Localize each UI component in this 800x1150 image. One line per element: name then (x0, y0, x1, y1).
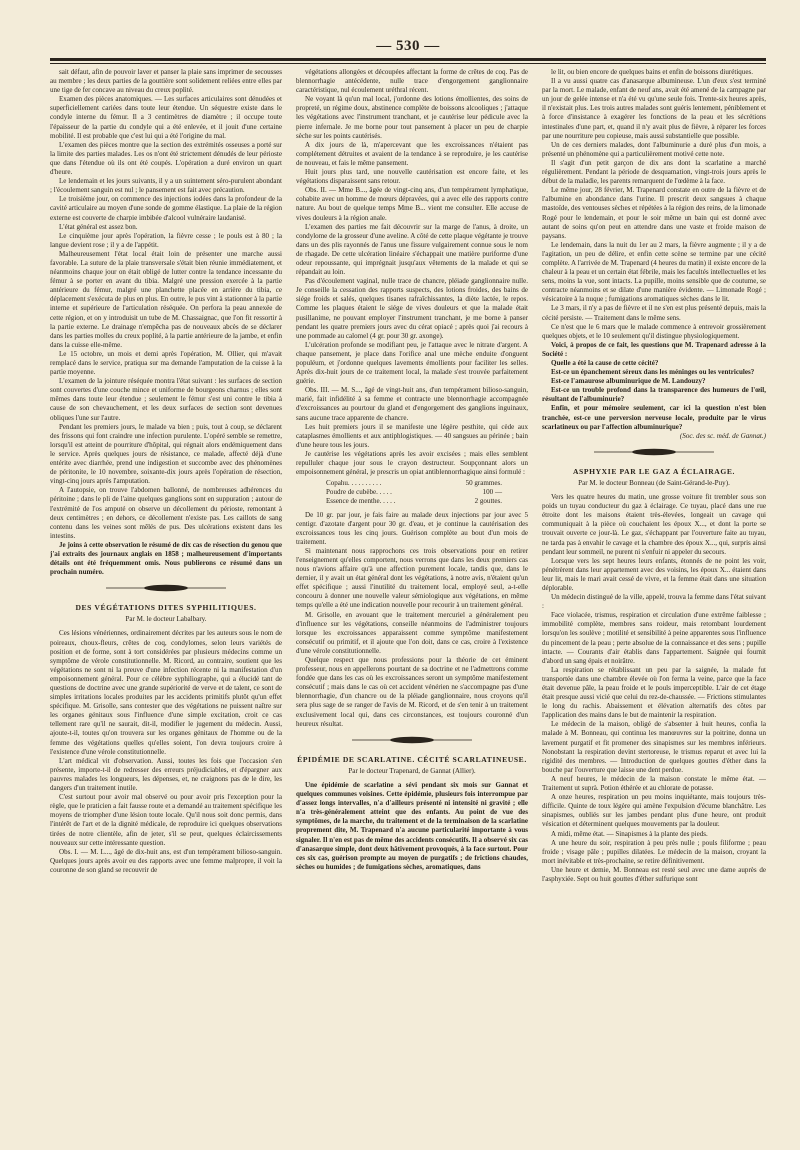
paragraph: Le 3 mars, il n'y a pas de fièvre et il ne s'en est plus présenté depuis, mais la cécité persiste. — Traitement dans le même sens. (542, 304, 766, 322)
paragraph: Le cinquième jour après l'opération, la fièvre cesse ; le pouls est à 80 ; la langue devient rose ; il y a de l'appétit. (50, 231, 282, 249)
paragraph: Ces lésions vénériennes, ordinairement décrites par les auteurs sous le nom de poireaux, choux-fleurs, crêtes de coq, condylomes, selon leurs variétés de position et de forme, sont à tort considérées par plusieurs médecins comme un symptôme de vérole constitutionnelle. M. Ricord, au contraire, soutient que les végétations ne sont ni la preuve d'une infection récente ni la manifestation d'un empoisonnement général. Pour ce célèbre syphiliographe, qui a élucidé tant de questions de doctrine avec une grande supériorité de verve et de talent, ce sont de simples irritations locales produites par les accidents primitifs plutôt qu'un effet spécifique. M. Grisolle, sans contester que des végétations ne puissent naître sur les organes génitaux sous l'influence d'une simple excitation, croit ce cas tellement rare qu'il ne saurait, dit-il, modifier le jugement du médecin. Aussi, ajoute-t-il, toutes qu'on trouvera sur les organes génitaux de l'homme ou de la femme des végétations quelles qu'elles soient, l'on devra toujours croire à l'existence d'une vérole constitutionnelle. (50, 629, 282, 756)
paragraph: Le 15 octobre, un mois et demi après l'opération, M. Ollier, qui m'avait remplacé dans le service, pratiqua sur ma demande l'amputation de la cuisse à la partie moyenne. (50, 349, 282, 377)
col3-article4-paragraphs (542, 493, 766, 884)
formula-ingredient: Essence de menthe. . . . . (326, 497, 396, 506)
ornament-divider (296, 735, 528, 747)
article-title-asphyxie: ASPHYXIE PAR LE GAZ A ÉCLAIRAGE. (572, 466, 736, 476)
paragraph: Si maintenant nous rapprochons ces trois observations pour en retirer l'enseignement qu'elles comportent, nous verrons que dans les deux premiers cas nous n'avions affaire qu'à une affection purement locale, tandis que, dans le dernier, il y avait un état général dont les végétations, à notre avis, n'étaient qu'un effet spécifique ; aussi l'inutilité du traitement local, employé seul, a-t-elle concouru à donner une nouvelle valeur sémiologique aux végétations, en même temps qu'elle a été une indication nouvelle pour recourir à un traitement général. (296, 546, 528, 610)
paragraph: Il s'agit d'un petit garçon de dix ans dont la scarlatine a marché régulièrement. Pendant la période de desquamation, vingt-trois jours après le début de la maladie, les parents remarquent de l'œdème à la face. (542, 158, 766, 186)
paragraph: Est-ce un trouble profond dans la transparence des humeurs de l'œil, résultant de l'albuminurie? (542, 386, 766, 404)
header-rule-thick (50, 58, 766, 61)
paragraph: Une épidémie de scarlatine a sévi pendant six mois sur Gannat et quelques communes voisines. Cette épidémie, plusieurs fois interrompue par d'assez longs intervalles, n'a d'ailleurs présenté ni intensité ni gravité ; elle n'a très-généralement atteint que des enfants. Au point de vue des symptômes, de la marche, du traitement et de la terminaison de la scarlatine proprement dite, M. Trapenard n'a aucune particularité importante à vous signaler. Il n'en est pas de même des accidents consécutifs. Il a observé six cas d'anasarque simple, dont deux hâtivement provoqués, à la face surtout. Pour ces six cas, guérison prompte au moyen de purgatifs ; de frictions chaudes, sèches ou humides ; de fumigations sèches, aromatiques, dans (296, 780, 528, 871)
formula-dose: 2 gouttes. (474, 497, 502, 506)
page-number: — 530 — (376, 38, 440, 54)
paragraph: Pas d'écoulement vaginal, nulle trace de chancre, pléiade ganglionnaire nulle. Je conseille la cessation des rapports suspects, des lotions froides, des bains de siége froids et salés, quelques tisanes rafraîchissantes, la diète lactée, le repos. Comme les plaques étaient le siége de vives douleurs et que la malade était pusillanime, ne pouvant employer l'instrument tranchant, je me borne à panser pendant les quatre premiers jours avec du cérat opiacé ; après quoi j'ai recours à une pommade au calomel (4 gr. pour 30 gr. axonge). (296, 277, 528, 340)
ornament-divider (542, 447, 766, 459)
paragraph: L'examen des pièces montre que la section des extrémités osseuses a porté sur la limite des parties malades. Les os n'ont été strictement dénudés de leur périoste que dans l'étendue où ils ont été coupés. L'opération a duré environ un quart d'heure. (50, 140, 282, 177)
column-3 (542, 68, 766, 1130)
paragraph: Le troisième jour, on commence des injections iodées dans la profondeur de la cavité articulaire au moyen d'une sonde de gomme élastique. La plaie de la région externe est couverte de charpie imbibée d'alcool vulnéraire laudanisé. (50, 195, 282, 222)
col2-paragraphs-after (296, 511, 528, 729)
paragraph: Ne voyant là qu'un mal local, j'ordonne des lotions émollientes, des soins de propreté, un régime doux, abstinence complète de boissons alcooliques ; j'attaque les végétations avec l'instrument tranchant, et je cautérise leur pédicule avec la pierre infernale. Je me borne pour tout pansement à placer un peu de charpie sèche sur les points cautérisés. (296, 95, 528, 140)
paragraph: Examen des pièces anatomiques. — Les surfaces articulaires sont dénudées et superficiellement cariées dans toute leur étendue. Un séquestre existe dans le condyle interne du fémur. Il a 3 centimètres de diamètre ; il occupe toute l'épaisseur de la partie du condyle qui a été enlevée, et il jouit d'une certaine mobilité. Il est probable que c'est lui qui a été l'origine du mal. (50, 95, 282, 140)
paragraph: Est-ce un épanchement séreux dans les méninges ou les ventricules? (551, 368, 755, 377)
paragraph: L'art médical vit d'observation. Aussi, toutes les fois que l'occasion s'en présente, importe-t-il de redresser des erreurs préjudiciables, et d'épargner aux pauvres malades les longueurs, les dépenses, et, ne craignons pas de le dire, les dangers d'un traitement inutile. (50, 756, 282, 793)
ornament-divider (50, 583, 282, 595)
paragraph: Pendant les premiers jours, le malade va bien ; puis, tout à coup, se déclarent des frissons qui font craindre une infection purulente. L'opéré semble se remettre, lorsqu'il est atteint de pourriture d'hôpital, qui régnait alors endémiquement dans le service. Après quelques jours de résistance, ce malade, affecté déjà d'une entérite avec diarrhée, prend une indigestion et succombe avec des phénomènes de péritonite, le 10 novembre, soixante-dix jours après l'opération de résection, vingt-cinq jours après l'amputation. (50, 422, 282, 486)
col1-paragraphs (50, 68, 282, 541)
paragraph: Il a vu aussi quatre cas d'anasarque albumineuse. L'un d'eux s'est terminé par la mort. Le malade, enfant de neuf ans, avait été amené de la campagne par un jour de gelée intense et n'a été vu qu'une seule fois. Trente-six heures après, il n'existait plus. Les trois autres malades sont guéris lentement, péniblement et à force d'insistance à exagérer les fonctions de la peau et les sécrétions intestinales d'une part, et, quand il n'y avait plus de fièvre, à réparer les forces par une nourriture peu copieuse, mais aussi substantielle que possible. (542, 77, 766, 140)
formula-row (296, 479, 528, 488)
article-byline-labalbary: Par M. le docteur Labalbary. (125, 615, 207, 624)
paragraph: A midi, même état. — Sinapismes à la plante des pieds. (551, 829, 708, 838)
paragraph: Je cautérise les végétations après les avoir excisées ; mais elles semblent repulluler chaque jour sous le crayon destructeur. Soupçonnant alors un empoisonnement général, je prescris un opiat antiblennorrhagique ainsi formulé : (296, 449, 528, 477)
paragraph: végétations allongées et découpées affectant la forme de crêtes de coq. Pas de blennorrhagie antécédente, nulle trace d'engorgement ganglionnaire caractéristique, nul écoulement uréthral récent. (296, 68, 528, 95)
paragraph: A l'autopsie, on trouve l'abdomen ballonné, de nombreuses adhérences du péritoine ; dans le pli de l'aine quelques ganglions sont en suppuration ; autour de l'extrémité de l'os amputé on observe un décollement du périoste, remontant à deux centimètres ; en dehors, ce décollement n'existe pas. Les caillots de sang contenu dans les veines sont mêlés de pus. Des ulcérations existent dans les intestins. (50, 486, 282, 540)
paragraph: L'état général est assez bon. (59, 222, 138, 231)
col2-article3-paragraphs (296, 781, 528, 872)
paragraph: Quelle a été la cause de cette cécité? (551, 359, 659, 367)
paragraph: Un de ces derniers malades, dont l'albuminurie a duré plus d'un mois, a présenté un phénomène qui a particulièrement motivé cette note. (542, 140, 766, 158)
header-rule-thin (50, 63, 766, 64)
paragraph: sait défaut, afin de pouvoir laver et panser la plaie sans imprimer de secousses au membre ; les deux parties de la gouttière sont solidement reliées entre elles par une tige de fer concave au niveau du creux poplité. (50, 68, 282, 95)
paragraph: Ce n'est que le 6 mars que le malade commence à entrevoir grossièrement quelques objets, et le 10 seulement qu'il distingue physiologiquement. (542, 322, 766, 340)
column-2 (296, 68, 528, 1130)
paragraph: Malheureusement l'état local était loin de présenter une marche aussi favorable. La suture de la plaie transversale s'était bien réunie immédiatement, et néanmoins chaque jour on était obligé de lutter contre la tendance incessante du fémur à se porter en avant du tibia. Malgré une pression exercée à la partie antérieure du fémur, malgré une planchette placée en arrière du tibia, ce déplacement s'exécuta de plus en plus. En outre, le pus vint à stationner à la partie interne et supérieure de l'articulation réséquée. On perfora la peau annexée de cette région, et on y introduisit un tube de M. Chassaignac, que l'on fit ressortir à la partie externe. Le drainage n'empêcha pas de nouveaux abcès de se déclarer dans les parties molles du creux poplité, à la partie antérieure de la jambe, et enfin dans la cuisse elle-même. (50, 249, 282, 349)
paragraph: Lorsque vers les sept heures leurs enfants, étonnés de ne point les voir, pénétrèrent dans leur appartement avec des voisins, les époux X... étaient dans leur lit, mais le mari avait cessé de vivre, et la femme était dans une situation déplorable. (542, 556, 766, 592)
paragraph: Le lendemain, dans la nuit du 1er au 2 mars, la fièvre augmente ; il y a de l'agitation, un peu de délire, et enfin cette scène se termine par une cécité complète. A l'arrivée de M. Trapenard (4 heures du matin) il existe encore de la chaleur à la peau et un certain état fébrile, mais les facultés intellectuelles et les sens, moins la vue, sont intacts. La pupille, moins sensible que de coutume, se contracte néanmoins et se dilate d'une manière évidente. — Limonade Rogé ; vésicatoire à la nuque ; fumigations aromatiques sèches dans le lit. (542, 240, 766, 304)
article-byline-bonneau: Par M. le docteur Bonneau (de Saint-Gérand-le-Puy). (578, 478, 730, 487)
paragraph: La respiration se rétablissant un peu par la saignée, la malade fut transportée dans une chambre élevée où l'on ferma la veine, parce que la face était devenue pâle, la peau froide et le pouls imperceptible. L'air de cet étage était presque aussi vicié que celui du rez-de-chaussée. — Frictions stimulantes le long du rachis. Abaissement et élévation alternatifs des côtes par l'application des mains dans le but de maintenir la respiration. (542, 665, 766, 720)
page-header (50, 34, 766, 56)
paragraph: Les huit premiers jours il se manifeste une légère pesthite, qui cède aux cataplasmes émollients et aux antiphlogistiques. — 40 sangsues au périnée ; bain d'une heure tous les jours. (296, 422, 528, 449)
paragraph: Vers les quatre heures du matin, une grosse voiture fit trembler sous son poids un tuyau conducteur du gaz à éclairage. Ce tuyau, placé dans une rue étroite dont les maisons étaient très-élevées, longeait un cavage qui communiquait à la pièce où couchaient les époux X..., et dont la porte se trouvait ouverte ce jour-là. Le gaz, s'échappant par l'ouverture faite au tuyau, ne tarda pas à envahir le cavage et la chambre des époux X..., qui, surpris ainsi pendant leur sommeil, ne purent ni s'enfuir ni appeler du secours. (542, 493, 766, 556)
paragraph: Face violacée, trismus, respiration et circulation d'une extrême faiblesse ; immobilité complète, membres sans roideur, mais retombant lourdement lorsqu'on les soulève ; motilité et sensibilité à peine apparentes sous l'influence du pincement de la peau ; perte absolue de la connaissance et des sens ; pupille intacte. — Courants d'air établis dans l'appartement. Saignée qui fournit d'abord un sang épais et noirâtre. (542, 611, 766, 665)
paragraph: A une heure du soir, respiration à peu près nulle ; pouls filiforme ; peau froide ; visage pâle ; pupilles dilatées. Le médecin de la maison, croyant la mort inévitable et très-prochaine, se retire définitivement. (542, 838, 766, 865)
paragraph: L'ulcération profonde se modifiant peu, je l'attaque avec le nitrate d'argent. A chaque pansement, je place dans l'orifice anal une mèche enduite d'onguent populéum, et j'ordonne quelques lavements émollients pour faciliter les selles. Après dix-huit jours de ce traitement local, la malade s'est trouvée parfaitement guérie. (296, 340, 528, 386)
col1-article2-paragraphs (50, 629, 282, 875)
paragraph: Enfin, et pour mémoire seulement, car ici la question n'est bien tranchée, est-ce une perversion nerveuse locale, produite par le virus scarlatineux ou par l'affection albuminurique? (542, 404, 766, 431)
col3-paragraphs (542, 68, 766, 341)
paragraph: Le même jour, 28 février, M. Trapenard constate en outre de la fièvre et de l'albumine en abondance dans l'urine. Il prescrit deux sangsues à chaque mastoïde, des ventouses sèches et répétées à la région des reins, de la limonade Rogé pour le lendemain, et pour le soir même un bain qui est donné avec autant de soins qu'on peut en attendre dans une vaste et froide maison de paysans. (542, 186, 766, 240)
paragraph: A onze heures, respiration un peu moins inquiétante, mais toujours très-difficile. Quinte de toux légère qui amène l'expulsion d'écume blanchâtre. Les sinapismes, oubliés sur les jambes pendant plus d'une heure, ont produit vésication et déterminent quelques mouvements par la douleur. (542, 793, 766, 829)
paragraph: Huit jours plus tard, une nouvelle cautérisation est encore faite, et les végétations disparaissent sans retour. (296, 168, 528, 186)
formula-ingredient: Copahu. . . . . . . . . . (326, 479, 382, 488)
paragraph: C'est surtout pour avoir mal observé ou pour avoir pris l'exception pour la règle, que le praticien a fait fausse route et a demandé au traitement spécifique les moyens de triompher d'une lésion toute locale. Qu'il nous soit donc permis, dans l'intérêt de l'art et de la dignité médicale, de reproduire ici quelques observations tirées de notre clientèle, afin de jeter, s'il se peut, quelques éclaircissements nouveaux sur cette intéressante question. (50, 793, 282, 847)
paragraph: M. Grisolle, en avouant que le traitement mercuriel a généralement peu d'influence sur les végétations, conseille néanmoins de l'administrer toujours lorsque les excroissances apparaissent comme symptôme manifestement consécutif ou primitif, et il ajoute que l'on doit, dans ce cas, croire à l'existence d'une vérole constitutionnelle. (296, 610, 528, 655)
paragraph: Le lendemain et les jours suivants, il y a un suintement séro-purulent abondant ; l'écoulement sanguin est nul ; le pansement est fait avec précaution. (50, 177, 282, 195)
paragraph: Obs. II. — Mme B..., âgée de vingt-cinq ans, d'un tempérament lymphatique, cohabite avec un homme de mœurs dépravées, qui a avec elle des rapports contre nature. Au bout de quelque temps Mme B... vient me consulter. Elle accuse de vives douleurs à la région anale. (296, 186, 528, 222)
formula-dose: 100 — (482, 488, 502, 497)
paragraph: De 10 gr. par jour, je fais faire au malade deux injections par jour avec 5 centigr. d'azotate d'argent pour 30 gr. d'eau, et je continue la cautérisation des excroissances tous les cinq jours. Guérison complète au bout d'un mois de traitement. (296, 510, 528, 546)
formula-dose: 50 grammes. (465, 479, 502, 488)
source-signature: (Soc. des sc. méd. de Gannat.) (679, 431, 766, 440)
paragraph: L'examen de la jointure réséquée montra l'état suivant : les surfaces de section sont couvertes d'une couche mince et uniforme de bourgeons charnus ; elles sont mêmes dans toute leur étendue ; seulement le fémur s'est uni contre le tibia à cause de son chevauchement, et les deux surfaces de section sont devenues obliques l'une sur l'autre. (50, 377, 282, 422)
paragraph: le lit, ou bien encore de quelques bains et enfin de boissons diurétiques. (551, 68, 753, 76)
paragraph: Un médecin distingué de la ville, appelé, trouva la femme dans l'état suivant : (542, 593, 766, 611)
paragraph: Obs. III. — M. S..., âgé de vingt-huit ans, d'un tempérament bilioso-sanguin, marié, fait infidélité à sa femme et contracte une blennorrhagie accompagnée d'excroissances au pourtour du gland et d'engorgement des ganglions inguinaux, sans aucune trace apparente de chancre. (296, 386, 528, 422)
col3-questions (542, 341, 766, 432)
paragraph: Est-ce l'amaurose albuminurique de M. Landouzy? (551, 377, 706, 386)
paragraph: A dix jours de là, m'apercevant que les excroissances n'étaient pas complétement détruites et avaient de la tendance à se reproduire, je les cautérise de nouveau, et fais le même pansement. (296, 140, 528, 167)
column-1 (50, 68, 282, 1130)
article-title-scarlatine: ÉPIDÉMIE DE SCARLATINE. CÉCITÉ SCARLATINEUSE. (297, 754, 527, 764)
paragraph: Obs. I. — M. L..., âgé de dix-huit ans, est d'un tempérament bilioso-sanguin. Quelques jours après avoir eu des rapports avec une femme malpropre, il voit la couronne de son gland se recouvrir de (50, 847, 282, 874)
paragraph: Une heure et demie, M. Bonneau est resté seul avec une dame auprès de l'asphyxiée. Sept ou huit gouttes d'éther sulfurique sont (542, 865, 766, 883)
paragraph: A neuf heures, le médecin de la maison constate le même état. — Traitement ut suprà. Potion éthérée et au chlorate de potasse. (542, 774, 766, 793)
formula-ingredient: Poudre de cubèbe. . . . . (326, 488, 392, 497)
article-byline-trapenard: Par le docteur Trapenard, de Gannat (Allier). (348, 766, 476, 775)
paragraph: Quelque respect que nous professions pour la théorie de cet éminent professeur, nous en appellerons pourtant de sa doctrine et ne l'admettrons comme fondée que dans les cas où les excroissances seront un symptôme manifestement consécutif ; mais dans le cas où cet accident vénérien ne s'accompagne pas d'une blennorrhagie, d'un chancre ou de la pléiade ganglionnaire, nous croyons qu'il sera plus sage de se ranger de l'avis de M. Ricord, et de s'en tenir à un traitement exclusivement local qui, dans ces circonstances, est toujours couronné d'un heureux résultat. (296, 656, 528, 728)
col1-closing-paragraph: Je joins à cette observation le résumé de dix cas de résection du genou que j'ai extraits des journaux anglais en 1858 ; malheureusement d'importants détails ont été fréquemment omis. Nous publierons ce résumé dans un prochain numéro. (50, 540, 282, 577)
formula-row (296, 488, 528, 497)
prescription-formula (296, 479, 528, 506)
paragraph: L'examen des parties me fait découvrir sur la marge de l'anus, à droite, un condylome de la grosseur d'une aveline. A côté de cette plaque végétante je trouve dans un des plis rayonnés de l'anus une fissure vulgairement connue sous le nom de rhagade. De cette ulcération linéaire s'échappait une matière puriforme d'une odeur repoussante, qui imprégnait jusqu'aux vêtements de la malade et qui se répandait au loin. (296, 222, 528, 277)
article-title-vegetations: DES VÉGÉTATIONS DITES SYPHILITIQUES. (75, 603, 257, 613)
paragraph: Voici, à propos de ce fait, les questions que M. Trapenard adresse à la Société : (542, 340, 766, 358)
paragraph: Le médecin de la maison, obligé de s'absenter à huit heures, confia la malade à M. Bonneau, qui continua les manœuvres sur la poitrine, donna un lavement purgatif et fit promener des sinapismes sur les membres inférieurs. Nonobstant la respiration devint stertoreuse, le trismus reparut et avec lui la rigidité des membres. — Introduction de quelques gouttes d'éther dans la bouche par l'ouverture que laisse une dent perdue. (542, 720, 766, 774)
formula-row (296, 497, 528, 506)
col2-paragraphs (296, 68, 528, 477)
